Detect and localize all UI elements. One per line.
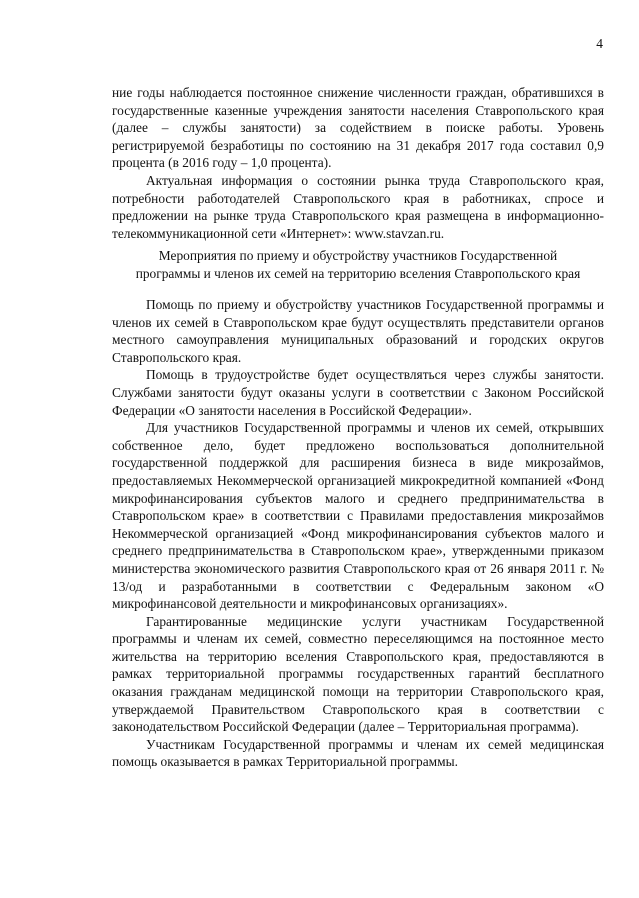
reception-paragraph: Помощь по приему и обустройству участников Государственной программы и членов их семей в Ставропольском крае будут осуществлять представители органов местного самоуправления муниципальных образований и городских округов Ставропольского края. xyxy=(112,297,604,365)
page-number: 4 xyxy=(596,36,603,51)
section-heading-line-2: программы и членов их семей на территорию вселения Ставропольского края xyxy=(135,265,581,281)
section-heading-line-1: Мероприятия по приему и обустройству участников Государственной xyxy=(158,248,558,263)
intro-continuation-paragraph: ние годы наблюдается постоянное снижение численности граждан, обратившихся в государственные казенные учреждения занятости населения Ставропольского края (далее – службы занятости) за содействием в поиске работы. Уровень регистрируемой безработицы по состоянию на 31 декабря 2017 года составил 0,9 процента (в 2016 году – 1,0 процента). xyxy=(112,85,604,171)
section-heading xyxy=(112,247,604,282)
employment-paragraph: Помощь в трудоустройстве будет осуществляться через службы занятости. Службами занятости будут оказаны услуги в соответствии с Законом Российской Федерации «О занятости населения в Российской Федерации». xyxy=(112,367,604,418)
section-body xyxy=(112,296,604,771)
microloans-paragraph: Для участников Государственной программы и членов их семей, открывших собственное дело, будет предложено воспользоваться дополнительной государственной поддержкой для расширения бизнеса в виде микрозаймов, предоставляемых Некоммерческой организацией микрокредитной компанией «Фонд микрофинансирования субъектов малого и среднего предпринимательства в Ставропольском крае» в соответствии с Правилами предоставления микрозаймов Некоммерческой организацией «Фонд микрофинансирования субъектов малого и среднего предпринимательства в Ставропольском крае», утвержденными приказом министерства экономического развития Ставропольского края от 26 января 2011 г. № 13/од и разработанными в соответствии с Федеральным законом «О микрофинансовой деятельности и микрофинансовых организациях». xyxy=(112,420,604,612)
labor-market-info-paragraph: Актуальная информация о состоянии рынка труда Ставропольского края, потребности работодателей Ставропольского края в работниках, спросе и предложении на рынке труда Ставропольского края размещена в информационно-телекоммуникационной сети «Интернет»: www.stavzan.ru. xyxy=(112,172,604,241)
intro-block xyxy=(112,84,604,242)
medical-care-paragraph: Участникам Государственной программы и членам их семей медицинская помощь оказывается в рамках Территориальной программы. xyxy=(112,736,604,770)
medical-services-paragraph: Гарантированные медицинские услуги участникам Государственной программы и членам их семей, совместно переселяющимся на постоянное место жительства на территорию вселения Ставропольского края, предоставляются в рамках территориальной программы государственных гарантий бесплатного оказания гражданам медицинской помощи на территории Ставропольского края, утверждаемой Правительством Ставропольского края в соответствии с законодательством Российской Федерации (далее – Территориальная программа). xyxy=(112,613,604,735)
